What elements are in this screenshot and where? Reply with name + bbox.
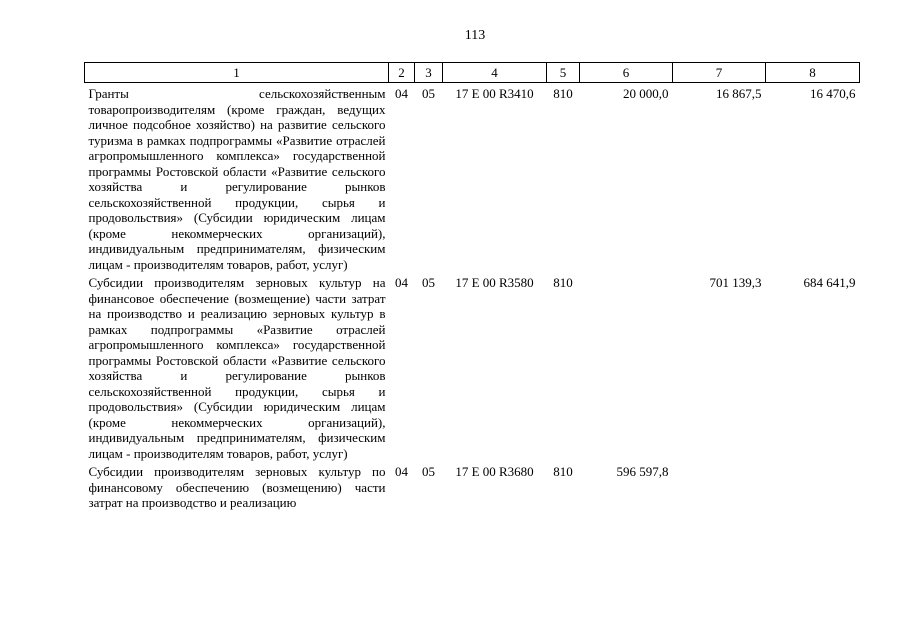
rz-code: 04 <box>395 275 408 290</box>
header-cell: 7 <box>673 63 766 83</box>
amount-col7: 701 139,3 <box>709 275 762 290</box>
amount-col7: 16 867,5 <box>716 86 762 101</box>
row-name: Гранты сельскохозяйственным товаропроизводителям (кроме граждан, ведущих личное подсобное хозяйство) на развитие сельского туризма в рамках подпрограммы «Развитие отраслей агропромышленного комплекса» государственной программы Ростовской области «Развитие сельского хозяйства и регулирование рынков сельскохозяйственной продукции, сырья и продовольствия» (Субсидии юридическим лицам (кроме некоммерческих организаций), индивидуальным предпринимателям, физическим лицам - производителям товаров, работ, услуг) <box>88 86 386 272</box>
header-cell: 8 <box>766 63 860 83</box>
amount-col6: 596 597,8 <box>616 464 669 479</box>
budget-table <box>84 62 860 511</box>
table-row <box>85 272 860 461</box>
header-cell: 1 <box>85 63 389 83</box>
page-number: 113 <box>464 28 486 43</box>
header-cell: 3 <box>415 63 443 83</box>
amount-col8 <box>766 461 860 511</box>
row-name: Субсидии производителям зерновых культур на финансовое обеспечение (возмещение) части затрат на производство и реализацию зерновых культур в рамках подпрограммы «Развитие отраслей агропромышленного комплекса» государственной программы Ростовской области «Развитие сельского хозяйства и регулирование рынков сельскохозяйственной продукции, сырья и продовольствия» (Субсидии юридическим лицам (кроме некоммерческих организаций), индивидуальным предпринимателям, физическим лицам - производителям товаров, работ, услуг) <box>88 275 386 461</box>
amount-col7 <box>673 461 766 511</box>
header-cell: 2 <box>389 63 415 83</box>
csr-code: 17 Е 00 R3410 <box>455 86 534 101</box>
header-row <box>85 63 860 83</box>
rz-code: 04 <box>395 86 408 101</box>
vr-code: 810 <box>553 86 573 101</box>
rz-code: 04 <box>395 464 408 479</box>
header-cell: 6 <box>580 63 673 83</box>
row-name: Субсидии производителям зерновых культур по финансовому обеспечению (возмещению) части затрат на производство и реализацию <box>88 464 386 510</box>
table-row <box>85 461 860 511</box>
amount-col8: 684 641,9 <box>803 275 856 290</box>
header-cell: 5 <box>547 63 580 83</box>
amount-col6 <box>580 272 673 461</box>
csr-code: 17 Е 00 R3680 <box>455 464 534 479</box>
pr-code: 05 <box>422 464 435 479</box>
header-cell: 4 <box>443 63 547 83</box>
amount-col6: 20 000,0 <box>623 86 669 101</box>
pr-code: 05 <box>422 275 435 290</box>
vr-code: 810 <box>553 464 573 479</box>
table-row <box>85 83 860 273</box>
vr-code: 810 <box>553 275 573 290</box>
amount-col8: 16 470,6 <box>810 86 856 101</box>
csr-code: 17 Е 00 R3580 <box>455 275 534 290</box>
pr-code: 05 <box>422 86 435 101</box>
